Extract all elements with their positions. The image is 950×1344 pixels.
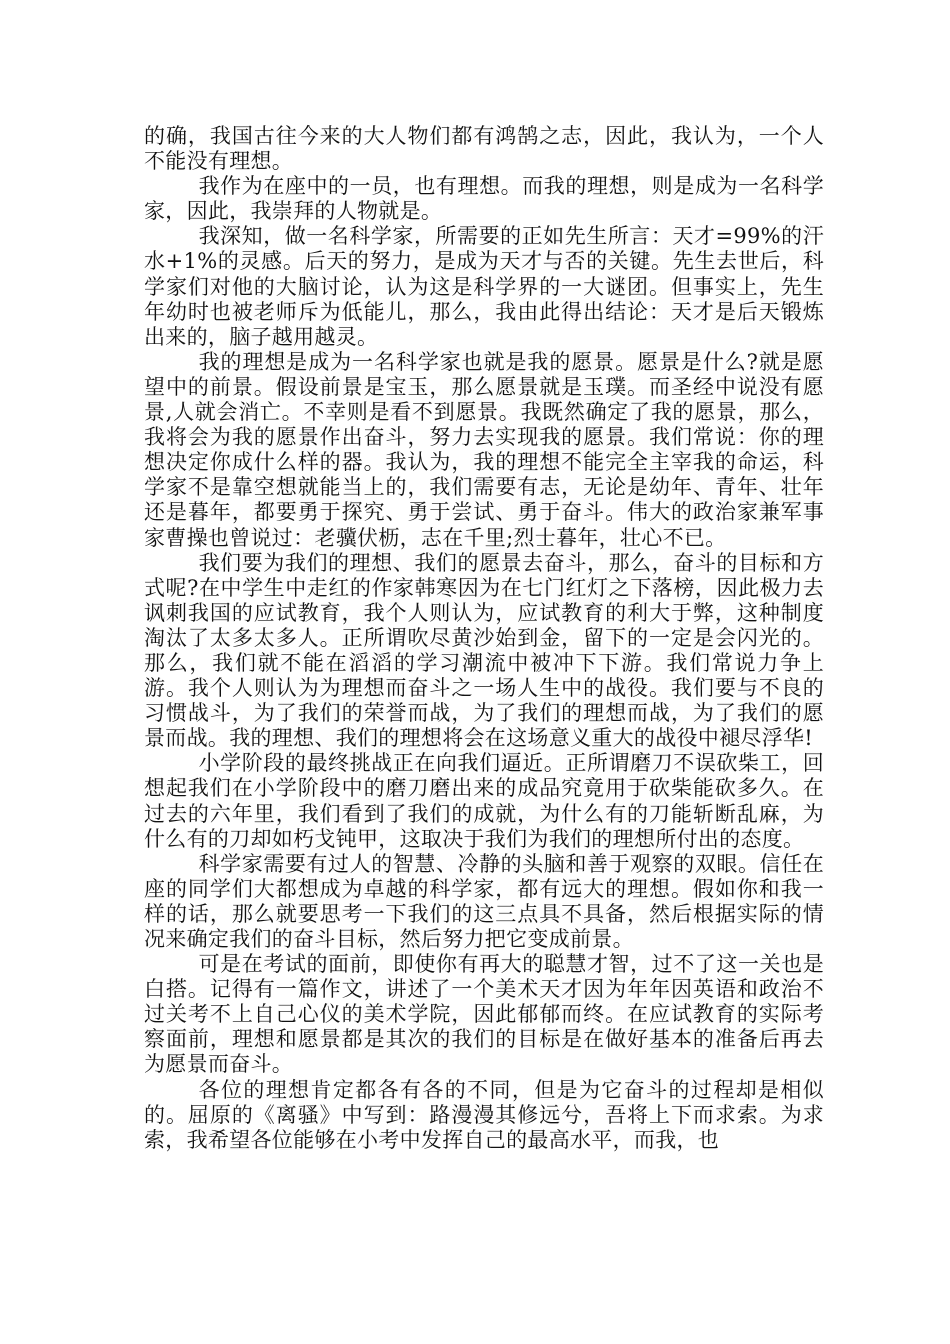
- paragraph-2: 我作为在座中的一员，也有理想。而我的理想，则是成为一名科学家，因此，我崇拜的人物就是。: [144, 174, 824, 224]
- paragraph-1: 的确，我国古往今来的大人物们都有鸿鹄之志，因此，我认为，一个人不能没有理想。: [144, 124, 824, 174]
- document-body: [144, 124, 824, 1153]
- paragraph-5: 我们要为我们的理想、我们的愿景去奋斗，那么，奋斗的目标和方式呢?在中学生中走红的作家韩寒因为在七门红灯之下落榜，因此极力去讽刺我国的应试教育，我个人则认为，应试教育的利大于弊，这种制度淘汰了太多太多人。正所谓吹尽黄沙始到金，留下的一定是会闪光的。那么，我们就不能在滔滔的学习潮流中被冲下下游。我们常说力争上游。我个人则认为为理想而奋斗之一场人生中的战役。我们要与不良的习惯战斗，为了我们的荣誉而战，为了我们的理想而战，为了我们的愿景而战。我的理想、我们的理想将会在这场意义重大的战役中褪尽浮华!: [144, 550, 824, 751]
- paragraph-4: 我的理想是成为一名科学家也就是我的愿景。愿景是什么?就是愿望中的前景。假设前景是宝玉，那么愿景就是玉璞。而圣经中说没有愿景,人就会消亡。不幸则是看不到愿景。我既然确定了我的愿景，那么，我将会为我的愿景作出奋斗，努力去实现我的愿景。我们常说：你的理想决定你成什么样的器。我认为，我的理想不能完全主宰我的命运，科学家不是靠空想就能当上的，我们需要有志，无论是幼年、青年、壮年还是暮年，都要勇于探究、勇于尝试、勇于奋斗。伟大的政治家兼军事家曹操也曾说过：老骥伏枥，志在千里;烈士暮年，壮心不已。: [144, 349, 824, 550]
- paragraph-7: 科学家需要有过人的智慧、冷静的头脑和善于观察的双眼。信任在座的同学们大都想成为卓越的科学家，都有远大的理想。假如你和我一样的话，那么就要思考一下我们的这三点具不具备，然后根据实际的情况来确定我们的奋斗目标，然后努力把它变成前景。: [144, 851, 824, 951]
- paragraph-8: 可是在考试的面前，即使你有再大的聪慧才智，过不了这一关也是白搭。记得有一篇作文，讲述了一个美术天才因为年年因英语和政治不过关考不上自己心仪的美术学院，因此郁郁而终。在应试教育的实际考察面前，理想和愿景都是其次的我们的目标是在做好基本的准备后再去为愿景而奋斗。: [144, 952, 824, 1077]
- paragraph-3: 我深知，做一名科学家，所需要的正如先生所言：天才=99%的汗水+1%的灵感。后天的努力，是成为天才与否的关键。先生去世后，科学家们对他的大脑讨论，认为这是科学界的一大谜团。但事实上，先生年幼时也被老师斥为低能儿，那么，我由此得出结论：天才是后天锻炼出来的，脑子越用越灵。: [144, 224, 824, 349]
- paragraph-9: 各位的理想肯定都各有各的不同，但是为它奋斗的过程却是相似的。屈原的《离骚》中写到：路漫漫其修远兮，吾将上下而求索。为求索，我希望各位能够在小考中发挥自己的最高水平，而我，也: [144, 1077, 824, 1152]
- paragraph-6: 小学阶段的最终挑战正在向我们逼近。正所谓磨刀不误砍柴工，回想起我们在小学阶段中的磨刀磨出来的成品究竟用于砍柴能砍多久。在过去的六年里，我们看到了我们的成就，为什么有的刀能斩断乱麻，为什么有的刀却如朽戈钝甲，这取决于我们为我们的理想所付出的态度。: [144, 751, 824, 851]
